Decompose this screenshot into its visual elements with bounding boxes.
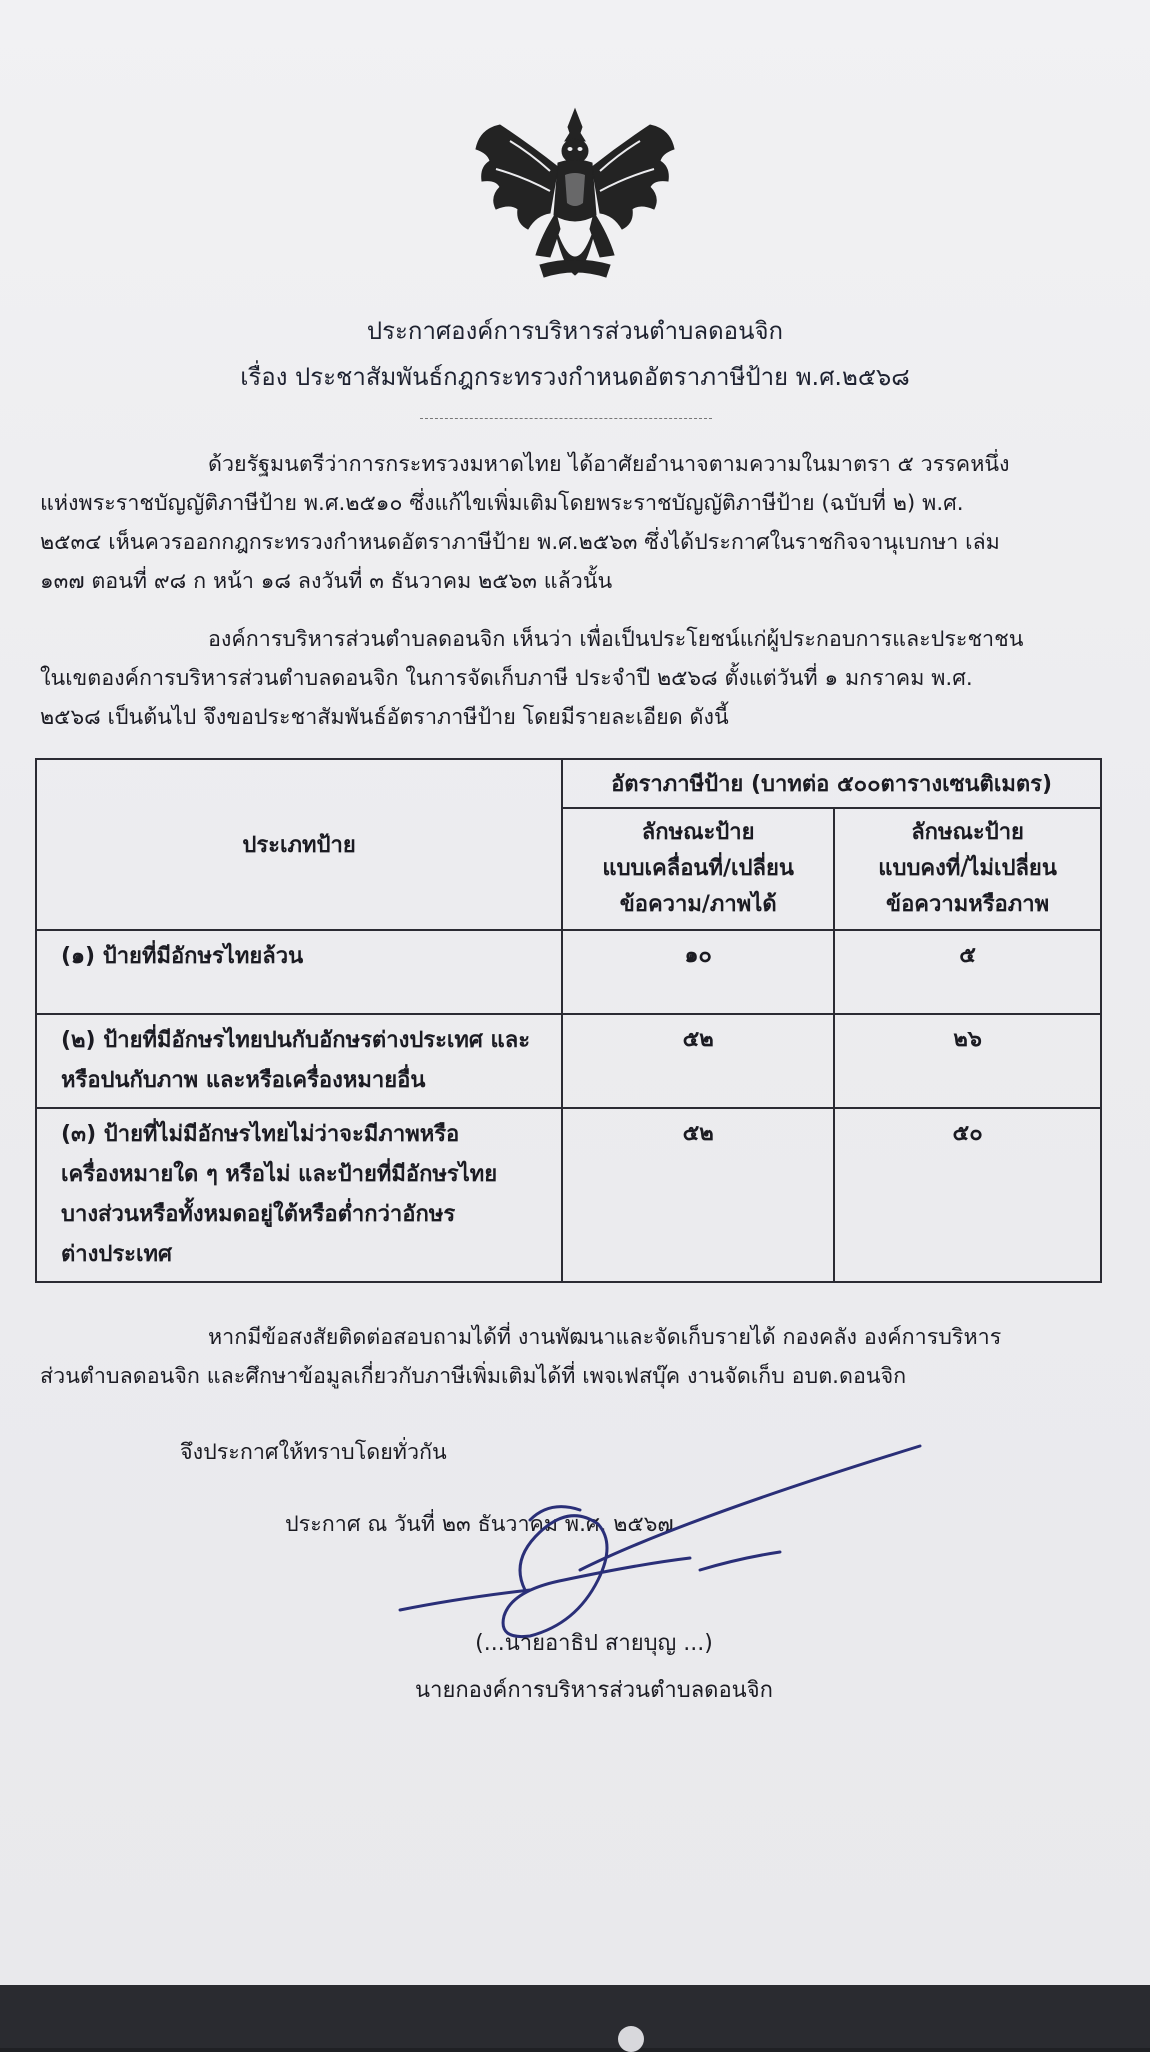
rate-movable-cell: ๕๒ xyxy=(562,1108,834,1282)
paragraph-line: ส่วนตำบลดอนจิก และศึกษาข้อมูลเกี่ยวกับภาษีเพิ่มเติมได้ที่ เพจเฟสบุ๊ค งานจัดเก็บ อบต.ดอนจิก xyxy=(40,1364,907,1389)
column-header-movable xyxy=(562,808,834,930)
cell-line: เครื่องหมายใด ๆ หรือไม่ และป้ายที่มีอักษรไทย xyxy=(61,1162,498,1187)
header-line: ลักษณะป้าย xyxy=(641,820,755,845)
paragraph-line: แห่งพระราชบัญญัติภาษีป้าย พ.ศ.๒๕๑๐ ซึ่งแก้ไขเพิ่มเติมโดยพระราชบัญญัติภาษีป้าย (ฉบับที่ ๒) พ.ศ. xyxy=(40,491,964,516)
paragraph-line: ๑๓๗ ตอนที่ ๙๘ ก หน้า ๑๘ ลงวันที่ ๓ ธันวาคม ๒๕๖๓ แล้วนั้น xyxy=(40,569,613,594)
column-header-rate: อัตราภาษีป้าย (บาทต่อ ๕๐๐ตารางเซนติเมตร) xyxy=(562,759,1101,808)
cell-line: (๒) ป้ายที่มีอักษรไทยปนกับอักษรต่างประเทศ และ xyxy=(61,1028,531,1053)
sign-type-cell xyxy=(36,1108,562,1282)
paragraph-announcement xyxy=(40,620,1100,737)
table-row xyxy=(36,930,1101,1014)
paragraph-line: ๒๕๖๘ เป็นต้นไป จึงขอประชาสัมพันธ์อัตราภาษีป้าย โดยมีรายละเอียด ดังนี้ xyxy=(40,705,729,730)
signer-name: (...นายอาธิป สายบุญ ...) xyxy=(475,1631,713,1656)
paragraph-line: ๒๕๓๔ เห็นควรออกกฎกระทรวงกำหนดอัตราภาษีป้าย พ.ศ.๒๕๖๓ ซึ่งได้ประกาศในราชกิจจานุเบกษา เล่ม xyxy=(40,530,1000,555)
table-row xyxy=(36,1014,1101,1108)
header-line: แบบเคลื่อนที่/เปลี่ยน xyxy=(602,856,794,881)
background-object xyxy=(618,2026,644,2052)
paragraph-line: ในเขตองค์การบริหารส่วนตำบลดอนจิก ในการจัดเก็บภาษี ประจำปี ๒๕๖๘ ตั้งแต่วันที่ ๑ มกราคม พ.ศ. xyxy=(40,666,973,691)
header-line: ลักษณะป้าย xyxy=(911,820,1024,845)
garuda-emblem-icon xyxy=(470,105,680,290)
sign-type-cell xyxy=(36,1014,562,1108)
cell-line: (๑) ป้ายที่มีอักษรไทยล้วน xyxy=(61,944,304,969)
cell-line: บางส่วนหรือทั้งหมดอยู่ใต้หรือต่ำกว่าอักษร xyxy=(61,1202,456,1227)
rate-fixed-cell: ๕ xyxy=(834,930,1101,1014)
closing-announcement: จึงประกาศให้ทราบโดยทั่วกัน xyxy=(180,1440,447,1465)
rate-movable-cell: ๑๐ xyxy=(562,930,834,1014)
paragraph-contact xyxy=(40,1318,1100,1396)
header-divider xyxy=(420,418,712,419)
cell-line: ต่างประเทศ xyxy=(61,1242,172,1267)
paragraph-line: ด้วยรัฐมนตรีว่าการกระทรวงมหาดไทย ได้อาศัยอำนาจตามความในมาตรา ๕ วรรคหนึ่ง xyxy=(208,452,1010,477)
document-heading: ประกาศองค์การบริหารส่วนตำบลดอนจิก xyxy=(366,317,784,345)
signer-title: นายกองค์การบริหารส่วนตำบลดอนจิก xyxy=(415,1678,773,1703)
photo-background-strip xyxy=(0,1985,1150,2048)
sign-tax-rate-table xyxy=(35,758,1102,1283)
header-line: ข้อความหรือภาพ xyxy=(886,892,1050,917)
header-line: ข้อความ/ภาพได้ xyxy=(619,892,777,917)
sign-type-cell xyxy=(36,930,562,1014)
column-header-sign-type: ประเภทป้าย xyxy=(36,759,562,930)
cell-line: (๓) ป้ายที่ไม่มีอักษรไทยไม่ว่าจะมีภาพหรือ xyxy=(61,1122,460,1147)
cell-line: หรือปนกับภาพ และหรือเครื่องหมายอื่น xyxy=(61,1068,426,1093)
paragraph-intro xyxy=(40,445,1100,601)
paragraph-line: องค์การบริหารส่วนตำบลดอนจิก เห็นว่า เพื่อเป็นประโยชน์แก่ผู้ประกอบการและประชาชน xyxy=(208,627,1024,652)
rate-fixed-cell: ๕๐ xyxy=(834,1108,1101,1282)
header-line: แบบคงที่/ไม่เปลี่ยน xyxy=(878,856,1057,881)
table-row xyxy=(36,1108,1101,1282)
column-header-fixed xyxy=(834,808,1101,930)
rate-movable-cell: ๕๒ xyxy=(562,1014,834,1108)
paragraph-line: หากมีข้อสงสัยติดต่อสอบถามได้ที่ งานพัฒนาและจัดเก็บรายได้ กองคลัง องค์การบริหาร xyxy=(208,1325,1002,1350)
rate-fixed-cell: ๒๖ xyxy=(834,1014,1101,1108)
announcement-date: ประกาศ ณ วันที่ ๒๓ ธันวาคม พ.ศ. ๒๕๖๗ xyxy=(285,1512,674,1537)
document-subject: เรื่อง ประชาสัมพันธ์กฎกระทรวงกำหนดอัตราภาษีป้าย พ.ศ.๒๕๖๘ xyxy=(240,363,910,391)
